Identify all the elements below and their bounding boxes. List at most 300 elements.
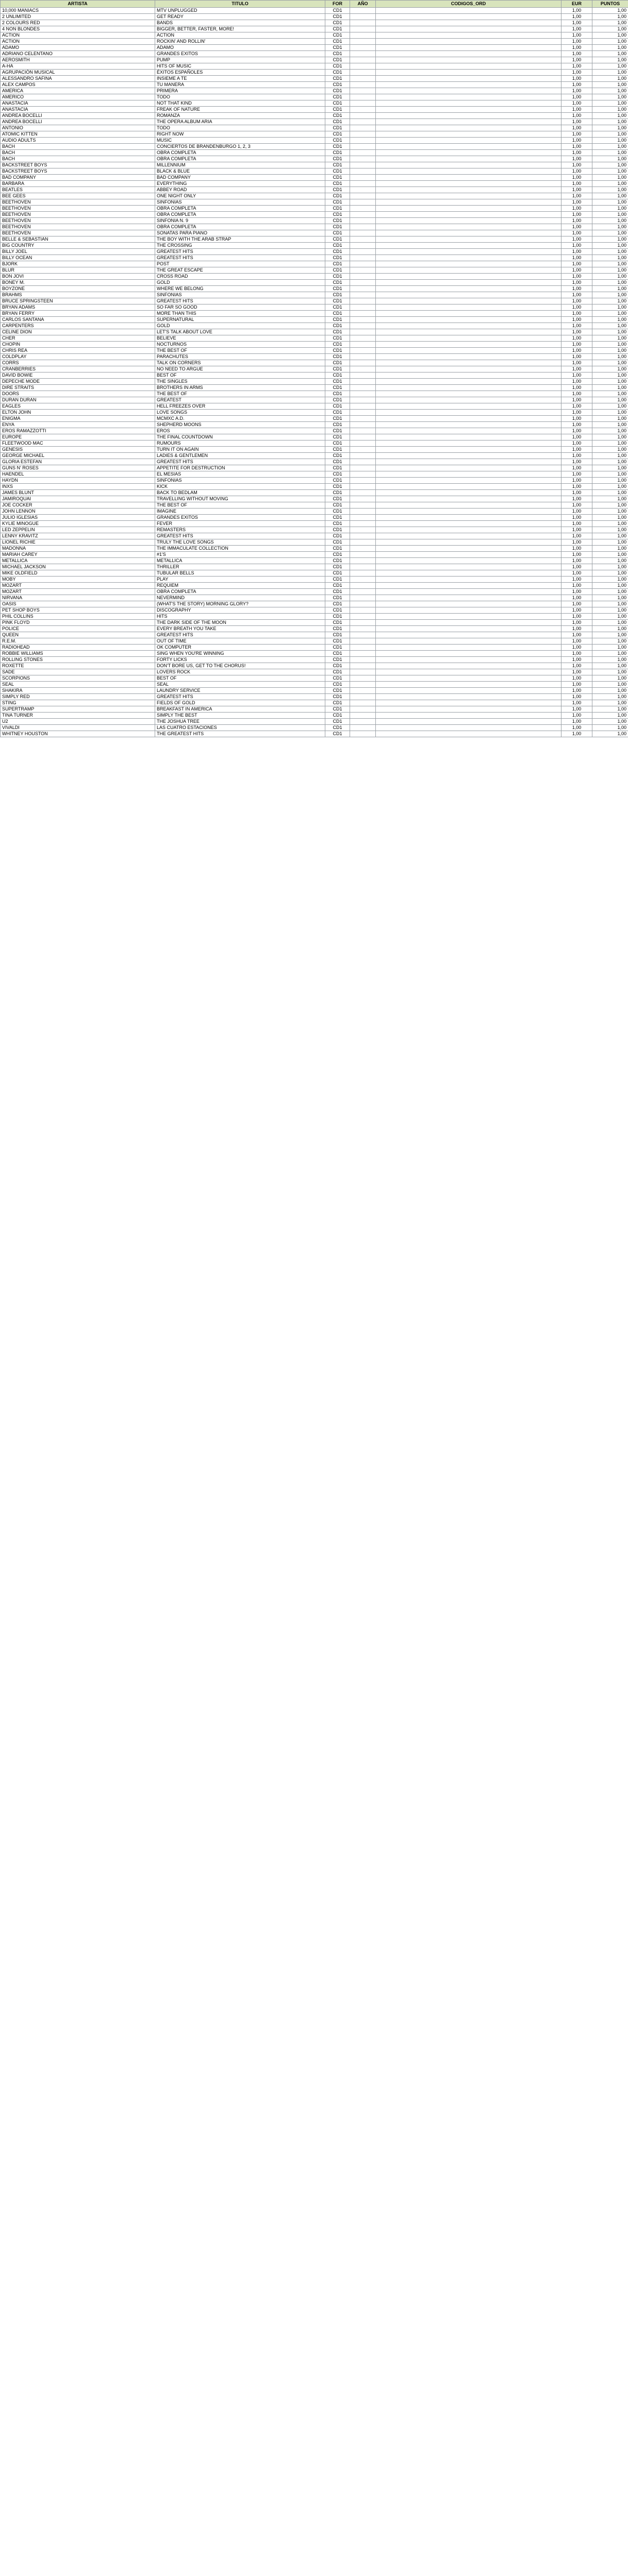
cell-points[interactable]: 1,00 <box>592 570 628 577</box>
cell-title[interactable]: FEVER <box>155 521 325 527</box>
cell-year[interactable] <box>350 372 376 379</box>
cell-year[interactable] <box>350 391 376 397</box>
cell-year[interactable] <box>350 719 376 725</box>
cell-eur[interactable]: 1,00 <box>561 669 592 675</box>
cell-artist[interactable]: BEATLES <box>1 187 155 193</box>
cell-year[interactable] <box>350 638 376 645</box>
cell-points[interactable]: 1,00 <box>592 14 628 20</box>
cell-year[interactable] <box>350 515 376 521</box>
cell-artist[interactable]: ENIGMA <box>1 416 155 422</box>
cell-artist[interactable]: ADRIANO CELENTANO <box>1 51 155 57</box>
cell-title[interactable]: GREATEST HITS <box>155 694 325 700</box>
cell-format[interactable]: CD1 <box>325 416 350 422</box>
cell-points[interactable]: 1,00 <box>592 490 628 496</box>
cell-artist[interactable]: ADAMO <box>1 45 155 51</box>
cell-year[interactable] <box>350 465 376 471</box>
cell-points[interactable]: 1,00 <box>592 719 628 725</box>
cell-year[interactable] <box>350 533 376 539</box>
cell-catalog[interactable] <box>376 342 561 348</box>
table-row[interactable] <box>1 428 628 434</box>
header-year[interactable]: AÑO <box>350 1 376 8</box>
cell-eur[interactable]: 1,00 <box>561 199 592 206</box>
cell-title[interactable]: CONCIERTOS DE BRANDENBURGO 1, 2, 3 <box>155 144 325 150</box>
cell-catalog[interactable] <box>376 298 561 304</box>
cell-eur[interactable]: 1,00 <box>561 682 592 688</box>
cell-artist[interactable]: 2 COLOURS RED <box>1 20 155 26</box>
cell-year[interactable] <box>350 539 376 546</box>
cell-title[interactable]: THE IMMACULATE COLLECTION <box>155 546 325 552</box>
cell-year[interactable] <box>350 713 376 719</box>
cell-catalog[interactable] <box>376 212 561 218</box>
cell-title[interactable]: TODO <box>155 94 325 100</box>
table-row[interactable] <box>1 675 628 682</box>
cell-format[interactable]: CD1 <box>325 570 350 577</box>
cell-title[interactable]: OUT OF TIME <box>155 638 325 645</box>
cell-points[interactable]: 1,00 <box>592 607 628 614</box>
cell-catalog[interactable] <box>376 45 561 51</box>
cell-catalog[interactable] <box>376 391 561 397</box>
cell-artist[interactable]: POLICE <box>1 626 155 632</box>
cell-catalog[interactable] <box>376 26 561 32</box>
cell-year[interactable] <box>350 688 376 694</box>
cell-eur[interactable]: 1,00 <box>561 731 592 737</box>
cell-year[interactable] <box>350 249 376 255</box>
cell-year[interactable] <box>350 422 376 428</box>
cell-format[interactable]: CD1 <box>325 32 350 39</box>
cell-points[interactable]: 1,00 <box>592 564 628 570</box>
cell-points[interactable]: 1,00 <box>592 552 628 558</box>
cell-year[interactable] <box>350 20 376 26</box>
header-points[interactable]: PUNTOS <box>592 1 628 8</box>
cell-title[interactable]: ACTION <box>155 32 325 39</box>
cell-points[interactable]: 1,00 <box>592 682 628 688</box>
cell-title[interactable]: FREAK OF NATURE <box>155 107 325 113</box>
table-row[interactable] <box>1 51 628 57</box>
cell-format[interactable]: CD1 <box>325 471 350 478</box>
cell-format[interactable]: CD1 <box>325 632 350 638</box>
cell-format[interactable]: CD1 <box>325 206 350 212</box>
table-row[interactable] <box>1 502 628 509</box>
cell-catalog[interactable] <box>376 88 561 94</box>
cell-points[interactable]: 1,00 <box>592 638 628 645</box>
cell-points[interactable]: 1,00 <box>592 416 628 422</box>
cell-eur[interactable]: 1,00 <box>561 527 592 533</box>
cell-title[interactable]: NOT THAT KIND <box>155 100 325 107</box>
cell-artist[interactable]: ANASTACIA <box>1 100 155 107</box>
cell-points[interactable]: 1,00 <box>592 713 628 719</box>
cell-title[interactable]: LOVE SONGS <box>155 410 325 416</box>
cell-points[interactable]: 1,00 <box>592 63 628 70</box>
table-row[interactable] <box>1 224 628 230</box>
cell-catalog[interactable] <box>376 719 561 725</box>
cell-format[interactable]: CD1 <box>325 131 350 138</box>
cell-format[interactable]: CD1 <box>325 490 350 496</box>
cell-year[interactable] <box>350 335 376 342</box>
cell-title[interactable]: GREATEST HITS <box>155 632 325 638</box>
cell-title[interactable]: EVERY BREATH YOU TAKE <box>155 626 325 632</box>
cell-format[interactable]: CD1 <box>325 521 350 527</box>
cell-catalog[interactable] <box>376 533 561 539</box>
cell-title[interactable]: MUSIC <box>155 138 325 144</box>
cell-artist[interactable]: BRAHMS <box>1 292 155 298</box>
table-row[interactable] <box>1 607 628 614</box>
cell-title[interactable]: GET READY <box>155 14 325 20</box>
cell-artist[interactable]: BEETHOVEN <box>1 206 155 212</box>
cell-catalog[interactable] <box>376 700 561 706</box>
table-row[interactable] <box>1 372 628 379</box>
cell-year[interactable] <box>350 70 376 76</box>
table-row[interactable] <box>1 700 628 706</box>
cell-points[interactable]: 1,00 <box>592 20 628 26</box>
cell-catalog[interactable] <box>376 311 561 317</box>
cell-title[interactable]: PUMP <box>155 57 325 63</box>
cell-points[interactable]: 1,00 <box>592 255 628 261</box>
cell-eur[interactable]: 1,00 <box>561 94 592 100</box>
cell-title[interactable]: SO FAR SO GOOD <box>155 304 325 311</box>
cell-format[interactable]: CD1 <box>325 484 350 490</box>
cell-catalog[interactable] <box>376 595 561 601</box>
cell-catalog[interactable] <box>376 465 561 471</box>
cell-year[interactable] <box>350 26 376 32</box>
cell-points[interactable]: 1,00 <box>592 620 628 626</box>
cell-format[interactable]: CD1 <box>325 113 350 119</box>
cell-year[interactable] <box>350 366 376 372</box>
cell-artist[interactable]: GUNS N' ROSES <box>1 465 155 471</box>
cell-artist[interactable]: BEETHOVEN <box>1 230 155 236</box>
cell-title[interactable]: ONE NIGHT ONLY <box>155 193 325 199</box>
cell-year[interactable] <box>350 490 376 496</box>
table-row[interactable] <box>1 280 628 286</box>
cell-eur[interactable]: 1,00 <box>561 434 592 440</box>
cell-eur[interactable]: 1,00 <box>561 138 592 144</box>
cell-year[interactable] <box>350 100 376 107</box>
cell-points[interactable]: 1,00 <box>592 150 628 156</box>
cell-year[interactable] <box>350 546 376 552</box>
header-format[interactable]: FOR <box>325 1 350 8</box>
cell-eur[interactable]: 1,00 <box>561 583 592 589</box>
cell-artist[interactable]: JULIO IGLESIAS <box>1 515 155 521</box>
cell-catalog[interactable] <box>376 601 561 607</box>
cell-catalog[interactable] <box>376 304 561 311</box>
cell-year[interactable] <box>350 8 376 14</box>
cell-year[interactable] <box>350 274 376 280</box>
cell-format[interactable]: CD1 <box>325 138 350 144</box>
cell-format[interactable]: CD1 <box>325 422 350 428</box>
cell-title[interactable]: THE CROSSING <box>155 243 325 249</box>
cell-catalog[interactable] <box>376 162 561 168</box>
table-row[interactable] <box>1 620 628 626</box>
cell-points[interactable]: 1,00 <box>592 558 628 564</box>
cell-artist[interactable]: JAMIROQUAI <box>1 496 155 502</box>
cell-year[interactable] <box>350 663 376 669</box>
cell-format[interactable]: CD1 <box>325 82 350 88</box>
cell-year[interactable] <box>350 509 376 515</box>
cell-points[interactable]: 1,00 <box>592 175 628 181</box>
cell-year[interactable] <box>350 175 376 181</box>
cell-title[interactable]: OBRA COMPLETA <box>155 156 325 162</box>
cell-year[interactable] <box>350 286 376 292</box>
cell-points[interactable]: 1,00 <box>592 267 628 274</box>
cell-format[interactable]: CD1 <box>325 558 350 564</box>
cell-points[interactable]: 1,00 <box>592 82 628 88</box>
cell-year[interactable] <box>350 348 376 354</box>
cell-title[interactable]: TALK ON CORNERS <box>155 360 325 366</box>
cell-format[interactable]: CD1 <box>325 385 350 391</box>
cell-points[interactable]: 1,00 <box>592 379 628 385</box>
cell-artist[interactable]: MOZART <box>1 589 155 595</box>
cell-year[interactable] <box>350 496 376 502</box>
cell-year[interactable] <box>350 471 376 478</box>
cell-artist[interactable]: BON JOVI <box>1 274 155 280</box>
cell-title[interactable]: THE DARK SIDE OF THE MOON <box>155 620 325 626</box>
cell-title[interactable]: HELL FREEZES OVER <box>155 403 325 410</box>
cell-title[interactable]: GOLD <box>155 323 325 329</box>
cell-title[interactable]: GREATEST HITS <box>155 249 325 255</box>
cell-eur[interactable]: 1,00 <box>561 255 592 261</box>
cell-year[interactable] <box>350 589 376 595</box>
cell-format[interactable]: CD1 <box>325 168 350 175</box>
cell-title[interactable]: BANDS <box>155 20 325 26</box>
cell-eur[interactable]: 1,00 <box>561 688 592 694</box>
cell-format[interactable]: CD1 <box>325 552 350 558</box>
cell-format[interactable]: CD1 <box>325 144 350 150</box>
cell-title[interactable]: BACK TO BEDLAM <box>155 490 325 496</box>
cell-catalog[interactable] <box>376 125 561 131</box>
cell-points[interactable]: 1,00 <box>592 51 628 57</box>
cell-title[interactable]: TURN IT ON AGAIN <box>155 447 325 453</box>
cell-title[interactable]: OBRA COMPLETA <box>155 206 325 212</box>
table-row[interactable] <box>1 478 628 484</box>
cell-artist[interactable]: BEETHOVEN <box>1 199 155 206</box>
table-row[interactable] <box>1 706 628 713</box>
cell-points[interactable]: 1,00 <box>592 688 628 694</box>
cell-artist[interactable]: BRYAN FERRY <box>1 311 155 317</box>
cell-year[interactable] <box>350 564 376 570</box>
table-row[interactable] <box>1 70 628 76</box>
cell-catalog[interactable] <box>376 206 561 212</box>
cell-eur[interactable]: 1,00 <box>561 546 592 552</box>
cell-eur[interactable]: 1,00 <box>561 249 592 255</box>
cell-catalog[interactable] <box>376 113 561 119</box>
cell-points[interactable]: 1,00 <box>592 45 628 51</box>
cell-artist[interactable]: ELTON JOHN <box>1 410 155 416</box>
cell-format[interactable]: CD1 <box>325 212 350 218</box>
cell-eur[interactable]: 1,00 <box>561 719 592 725</box>
cell-eur[interactable]: 1,00 <box>561 230 592 236</box>
cell-points[interactable]: 1,00 <box>592 8 628 14</box>
cell-title[interactable]: GRANDES EXITOS <box>155 515 325 521</box>
cell-format[interactable]: CD1 <box>325 57 350 63</box>
cell-eur[interactable]: 1,00 <box>561 706 592 713</box>
cell-eur[interactable]: 1,00 <box>561 125 592 131</box>
cell-year[interactable] <box>350 583 376 589</box>
cell-artist[interactable]: PINK FLOYD <box>1 620 155 626</box>
table-row[interactable] <box>1 175 628 181</box>
cell-year[interactable] <box>350 440 376 447</box>
cell-artist[interactable]: ACTION <box>1 32 155 39</box>
header-catalog[interactable]: CODIGOS_ORD <box>376 1 561 8</box>
cell-title[interactable]: BIGGER, BETTER, FASTER, MORE! <box>155 26 325 32</box>
cell-points[interactable]: 1,00 <box>592 261 628 267</box>
cell-catalog[interactable] <box>376 459 561 465</box>
table-row[interactable] <box>1 410 628 416</box>
cell-catalog[interactable] <box>376 657 561 663</box>
cell-year[interactable] <box>350 187 376 193</box>
cell-catalog[interactable] <box>376 57 561 63</box>
cell-catalog[interactable] <box>376 527 561 533</box>
cell-year[interactable] <box>350 162 376 168</box>
cell-catalog[interactable] <box>376 63 561 70</box>
cell-catalog[interactable] <box>376 403 561 410</box>
cell-eur[interactable]: 1,00 <box>561 267 592 274</box>
cell-catalog[interactable] <box>376 638 561 645</box>
table-row[interactable] <box>1 589 628 595</box>
cell-catalog[interactable] <box>376 725 561 731</box>
table-row[interactable] <box>1 379 628 385</box>
table-row[interactable] <box>1 88 628 94</box>
cell-title[interactable]: SIMPLY THE BEST <box>155 713 325 719</box>
cell-artist[interactable]: ENYA <box>1 422 155 428</box>
cell-title[interactable]: SONATAS PARA PIANO <box>155 230 325 236</box>
cell-title[interactable]: FIELDS OF GOLD <box>155 700 325 706</box>
cell-title[interactable]: REQUIEM <box>155 583 325 589</box>
cell-points[interactable]: 1,00 <box>592 168 628 175</box>
cell-catalog[interactable] <box>376 150 561 156</box>
cell-eur[interactable]: 1,00 <box>561 82 592 88</box>
cell-format[interactable]: CD1 <box>325 193 350 199</box>
cell-title[interactable]: THE BEST OF <box>155 391 325 397</box>
cell-format[interactable]: CD1 <box>325 14 350 20</box>
cell-eur[interactable]: 1,00 <box>561 397 592 403</box>
cell-year[interactable] <box>350 558 376 564</box>
cell-catalog[interactable] <box>376 156 561 162</box>
table-row[interactable] <box>1 669 628 675</box>
cell-points[interactable]: 1,00 <box>592 206 628 212</box>
cell-points[interactable]: 1,00 <box>592 292 628 298</box>
cell-year[interactable] <box>350 342 376 348</box>
cell-points[interactable]: 1,00 <box>592 428 628 434</box>
cell-points[interactable]: 1,00 <box>592 447 628 453</box>
cell-year[interactable] <box>350 181 376 187</box>
cell-catalog[interactable] <box>376 144 561 150</box>
cell-points[interactable]: 1,00 <box>592 348 628 354</box>
cell-eur[interactable]: 1,00 <box>561 490 592 496</box>
cell-artist[interactable]: JAMES BLUNT <box>1 490 155 496</box>
cell-eur[interactable]: 1,00 <box>561 317 592 323</box>
cell-title[interactable]: TUBULAR BELLS <box>155 570 325 577</box>
cell-artist[interactable]: DOORS <box>1 391 155 397</box>
table-row[interactable] <box>1 206 628 212</box>
cell-artist[interactable]: CARPENTERS <box>1 323 155 329</box>
table-row[interactable] <box>1 236 628 243</box>
cell-format[interactable]: CD1 <box>325 428 350 434</box>
cell-title[interactable]: GREATEST HITS <box>155 255 325 261</box>
cell-points[interactable]: 1,00 <box>592 539 628 546</box>
cell-artist[interactable]: SADE <box>1 669 155 675</box>
cell-eur[interactable]: 1,00 <box>561 391 592 397</box>
cell-year[interactable] <box>350 577 376 583</box>
cell-year[interactable] <box>350 570 376 577</box>
cell-catalog[interactable] <box>376 348 561 354</box>
cell-format[interactable]: CD1 <box>325 76 350 82</box>
cell-title[interactable]: GREATEST HITS <box>155 533 325 539</box>
cell-points[interactable]: 1,00 <box>592 614 628 620</box>
cell-catalog[interactable] <box>376 292 561 298</box>
cell-eur[interactable]: 1,00 <box>561 515 592 521</box>
cell-title[interactable]: THRILLER <box>155 564 325 570</box>
table-row[interactable] <box>1 286 628 292</box>
cell-points[interactable]: 1,00 <box>592 533 628 539</box>
cell-eur[interactable]: 1,00 <box>561 236 592 243</box>
cell-format[interactable]: CD1 <box>325 366 350 372</box>
cell-points[interactable]: 1,00 <box>592 459 628 465</box>
cell-eur[interactable]: 1,00 <box>561 206 592 212</box>
cell-year[interactable] <box>350 156 376 162</box>
cell-format[interactable]: CD1 <box>325 675 350 682</box>
cell-year[interactable] <box>350 416 376 422</box>
cell-format[interactable]: CD1 <box>325 230 350 236</box>
cell-eur[interactable]: 1,00 <box>561 335 592 342</box>
cell-format[interactable]: CD1 <box>325 533 350 539</box>
cell-artist[interactable]: ACTION <box>1 39 155 45</box>
cell-catalog[interactable] <box>376 107 561 113</box>
cell-year[interactable] <box>350 521 376 527</box>
cell-year[interactable] <box>350 675 376 682</box>
cell-format[interactable]: CD1 <box>325 620 350 626</box>
cell-catalog[interactable] <box>376 20 561 26</box>
cell-format[interactable]: CD1 <box>325 719 350 725</box>
cell-format[interactable]: CD1 <box>325 410 350 416</box>
table-row[interactable] <box>1 490 628 496</box>
cell-year[interactable] <box>350 725 376 731</box>
cell-year[interactable] <box>350 236 376 243</box>
cell-artist[interactable]: BELLE & SEBASTIAN <box>1 236 155 243</box>
cell-format[interactable]: CD1 <box>325 509 350 515</box>
cell-artist[interactable]: ATOMIC KITTEN <box>1 131 155 138</box>
cell-title[interactable]: THE BEST OF <box>155 502 325 509</box>
cell-points[interactable]: 1,00 <box>592 527 628 533</box>
cell-eur[interactable]: 1,00 <box>561 8 592 14</box>
cell-artist[interactable]: BEE GEES <box>1 193 155 199</box>
cell-points[interactable]: 1,00 <box>592 125 628 131</box>
cell-points[interactable]: 1,00 <box>592 187 628 193</box>
cell-eur[interactable]: 1,00 <box>561 453 592 459</box>
cell-catalog[interactable] <box>376 471 561 478</box>
cell-artist[interactable]: CHOPIN <box>1 342 155 348</box>
cell-format[interactable]: CD1 <box>325 107 350 113</box>
cell-eur[interactable]: 1,00 <box>561 700 592 706</box>
cell-eur[interactable]: 1,00 <box>561 478 592 484</box>
cell-eur[interactable]: 1,00 <box>561 657 592 663</box>
cell-artist[interactable]: AMERICA <box>1 88 155 94</box>
cell-catalog[interactable] <box>376 385 561 391</box>
cell-format[interactable]: CD1 <box>325 372 350 379</box>
cell-format[interactable]: CD1 <box>325 478 350 484</box>
cell-points[interactable]: 1,00 <box>592 286 628 292</box>
cell-points[interactable]: 1,00 <box>592 632 628 638</box>
cell-catalog[interactable] <box>376 199 561 206</box>
cell-format[interactable]: CD1 <box>325 577 350 583</box>
cell-catalog[interactable] <box>376 521 561 527</box>
cell-format[interactable]: CD1 <box>325 626 350 632</box>
cell-catalog[interactable] <box>376 70 561 76</box>
cell-title[interactable]: OBRA COMPLETA <box>155 224 325 230</box>
cell-catalog[interactable] <box>376 255 561 261</box>
cell-year[interactable] <box>350 354 376 360</box>
cell-eur[interactable]: 1,00 <box>561 533 592 539</box>
cell-format[interactable]: CD1 <box>325 706 350 713</box>
cell-eur[interactable]: 1,00 <box>561 509 592 515</box>
